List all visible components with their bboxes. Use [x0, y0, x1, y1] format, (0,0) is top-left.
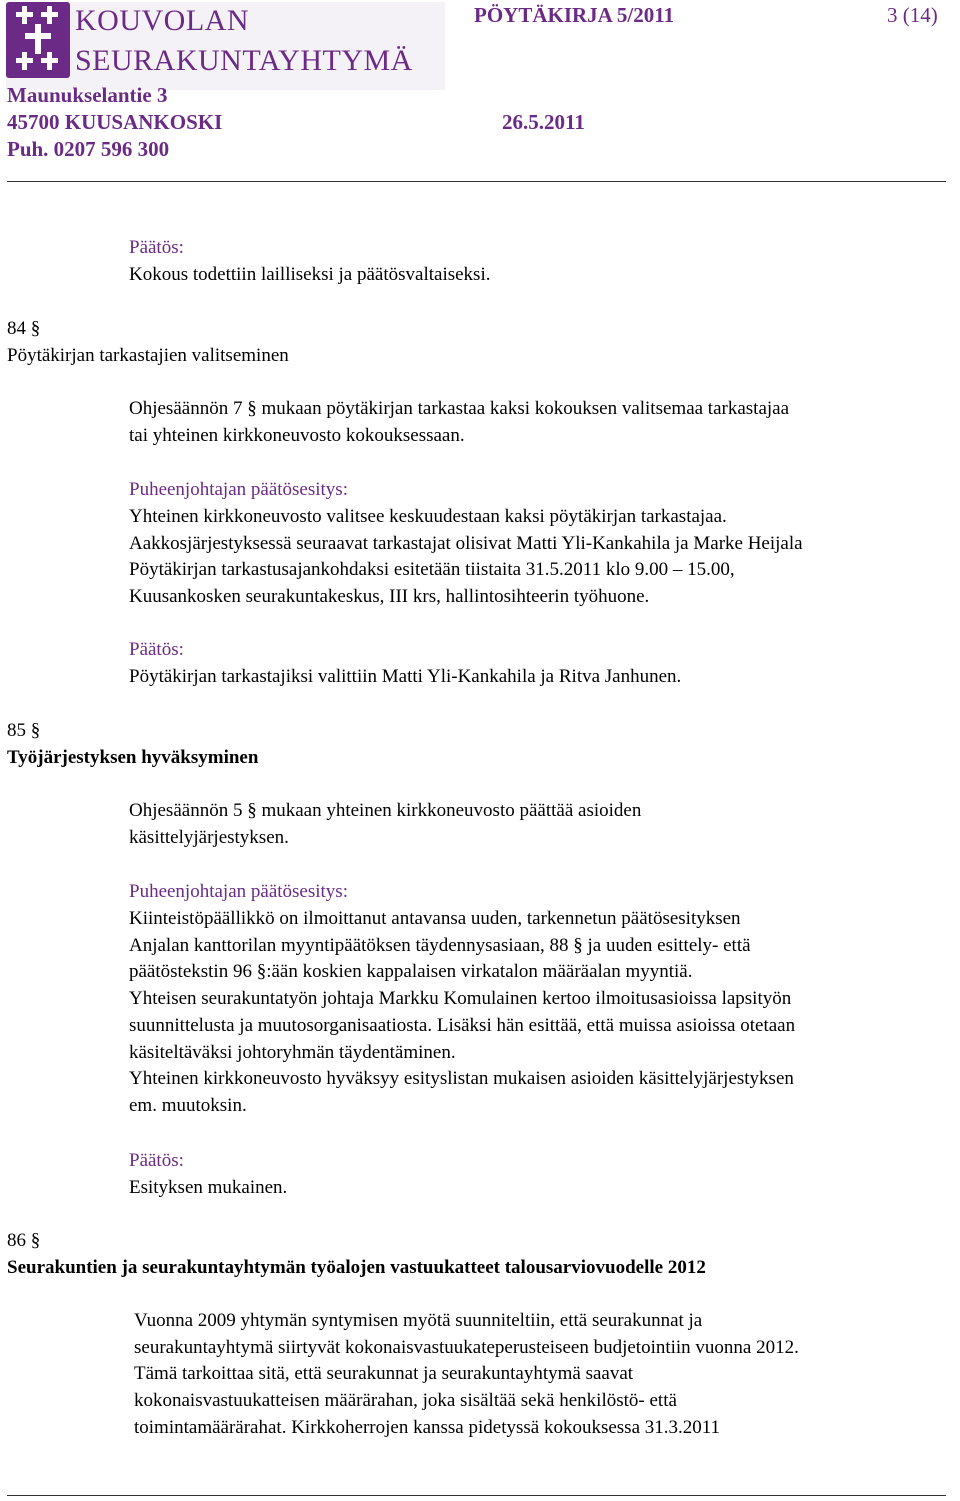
proposal-line: Yhteinen kirkkoneuvosto valitsee keskuudestaan kaksi pöytäkirjan tarkastajaa.: [129, 506, 727, 527]
body-line: Tämä tarkoittaa sitä, että seurakunnat ja seurakuntayhtymä saavat: [134, 1363, 634, 1385]
document-title: PÖYTÄKIRJA 5/2011: [474, 3, 675, 27]
footer-divider: [7, 1495, 946, 1496]
body-line: toimintamäärärahat. Kirkkoherrojen kanssa pidetyssä kokouksessa 31.3.2011: [134, 1416, 721, 1438]
section-84-proposal-label: Puheenjohtajan päätösesitys:: [129, 479, 348, 500]
proposal-line: Kuusankosken seurakuntakeskus, III krs, hallintosihteerin työhuone.: [129, 586, 650, 608]
body-line: Ohjesäännön 5 § mukaan yhteinen kirkkoneuvosto päättää asioiden: [129, 800, 642, 821]
page-number: 3 (14): [887, 3, 938, 27]
body-line: käsittelyjärjestyksen.: [129, 826, 289, 848]
meeting-date: 26.5.2011: [502, 110, 585, 134]
section-84-body: [129, 396, 789, 449]
proposal-line: Yhteisen seurakuntatyön johtaja Markku Komulainen kertoo ilmoitusasioissa lapsityön: [129, 988, 792, 1010]
body-line: tai yhteinen kirkkoneuvosto kokouksessaan.: [129, 424, 465, 446]
section-84-decision-text: Pöytäkirjan tarkastajiksi valittiin Matti Yli-Kankahila ja Ritva Janhunen.: [129, 666, 682, 687]
proposal-line: Aakkosjärjestyksessä seuraavat tarkastajat olisivat Matti Yli-Kankahila ja Marke Heijala: [129, 532, 803, 554]
section-85-number: 85 §: [7, 720, 41, 741]
phone-number: Puh. 0207 596 300: [7, 137, 170, 161]
section-86-body: [134, 1308, 799, 1442]
section-85-body: [129, 798, 641, 851]
body-line: Ohjesäännön 7 § mukaan pöytäkirjan tarkastaa kaksi kokouksen valitsemaa tarkastajaa: [129, 398, 790, 419]
section-85-decision-text: Esityksen mukainen.: [129, 1177, 288, 1198]
proposal-line: Anjalan kanttorilan myyntipäätöksen täydennysasiaan, 88 § ja uuden esittely- että: [129, 934, 751, 956]
section-85-proposal-label: Puheenjohtajan päätösesitys:: [129, 881, 348, 902]
body-line: Vuonna 2009 yhtymän syntymisen myötä suunniteltiin, että seurakunnat ja: [134, 1310, 703, 1331]
header-divider: [7, 181, 946, 182]
proposal-line: päätöstekstin 96 §:ään koskien kappalaisen virkatalon määräalan myyntiä.: [129, 961, 693, 983]
address-city: 45700 KUUSANKOSKI: [7, 110, 223, 134]
proposal-line: Yhteinen kirkkoneuvosto hyväksyy esityslistan mukaisen asioiden käsittelyjärjestyksen: [129, 1068, 794, 1090]
logo-text-line1: KOUVOLAN: [75, 4, 249, 37]
section-84-title: Pöytäkirjan tarkastajien valitseminen: [7, 345, 289, 366]
proposal-line: Kiinteistöpäällikkö on ilmoittanut antavansa uuden, tarkennetun päätösesityksen: [129, 908, 741, 929]
body-line: seurakuntayhtymä siirtyvät kokonaisvastuukateperusteiseen budjetointiin vuonna 2012.: [134, 1336, 799, 1358]
section-85-proposal: [129, 906, 795, 1120]
body-line: kokonaisvastuukatteisen määrärahan, joka sisältää sekä henkilöstö- että: [134, 1390, 677, 1412]
section-86-title: Seurakuntien ja seurakuntayhtymän työalojen vastuukatteet talousarviovuodelle 2012: [7, 1257, 706, 1278]
section-86-number: 86 §: [7, 1230, 41, 1251]
section-84-decision-label: Päätös:: [129, 639, 184, 660]
address-street: Maunukselantie 3: [7, 83, 168, 107]
intro-decision-text: Kokous todettiin lailliseksi ja päätösvaltaiseksi.: [129, 264, 491, 285]
section-84-number: 84 §: [7, 318, 41, 339]
section-85-decision-label: Päätös:: [129, 1150, 184, 1171]
section-84-proposal: [129, 504, 803, 611]
proposal-line: käsiteltäväksi johtoryhmän täydentäminen.: [129, 1041, 456, 1063]
organization-logo: [6, 2, 445, 90]
proposal-line: suunnittelusta ja muutosorganisaatiosta. Lisäksi hän esittää, että muissa asioissa otetaan: [129, 1014, 796, 1036]
cross-logo-icon: [6, 2, 70, 78]
proposal-line: em. muutoksin.: [129, 1094, 247, 1116]
logo-text-line2: SEURAKUNTAYHTYMÄ: [75, 44, 413, 77]
section-85-title: Työjärjestyksen hyväksyminen: [7, 747, 259, 768]
intro-decision-label: Päätös:: [129, 237, 184, 258]
proposal-line: Pöytäkirjan tarkastusajankohdaksi esitetään tiistaita 31.5.2011 klo 9.00 – 15.00,: [129, 559, 735, 581]
